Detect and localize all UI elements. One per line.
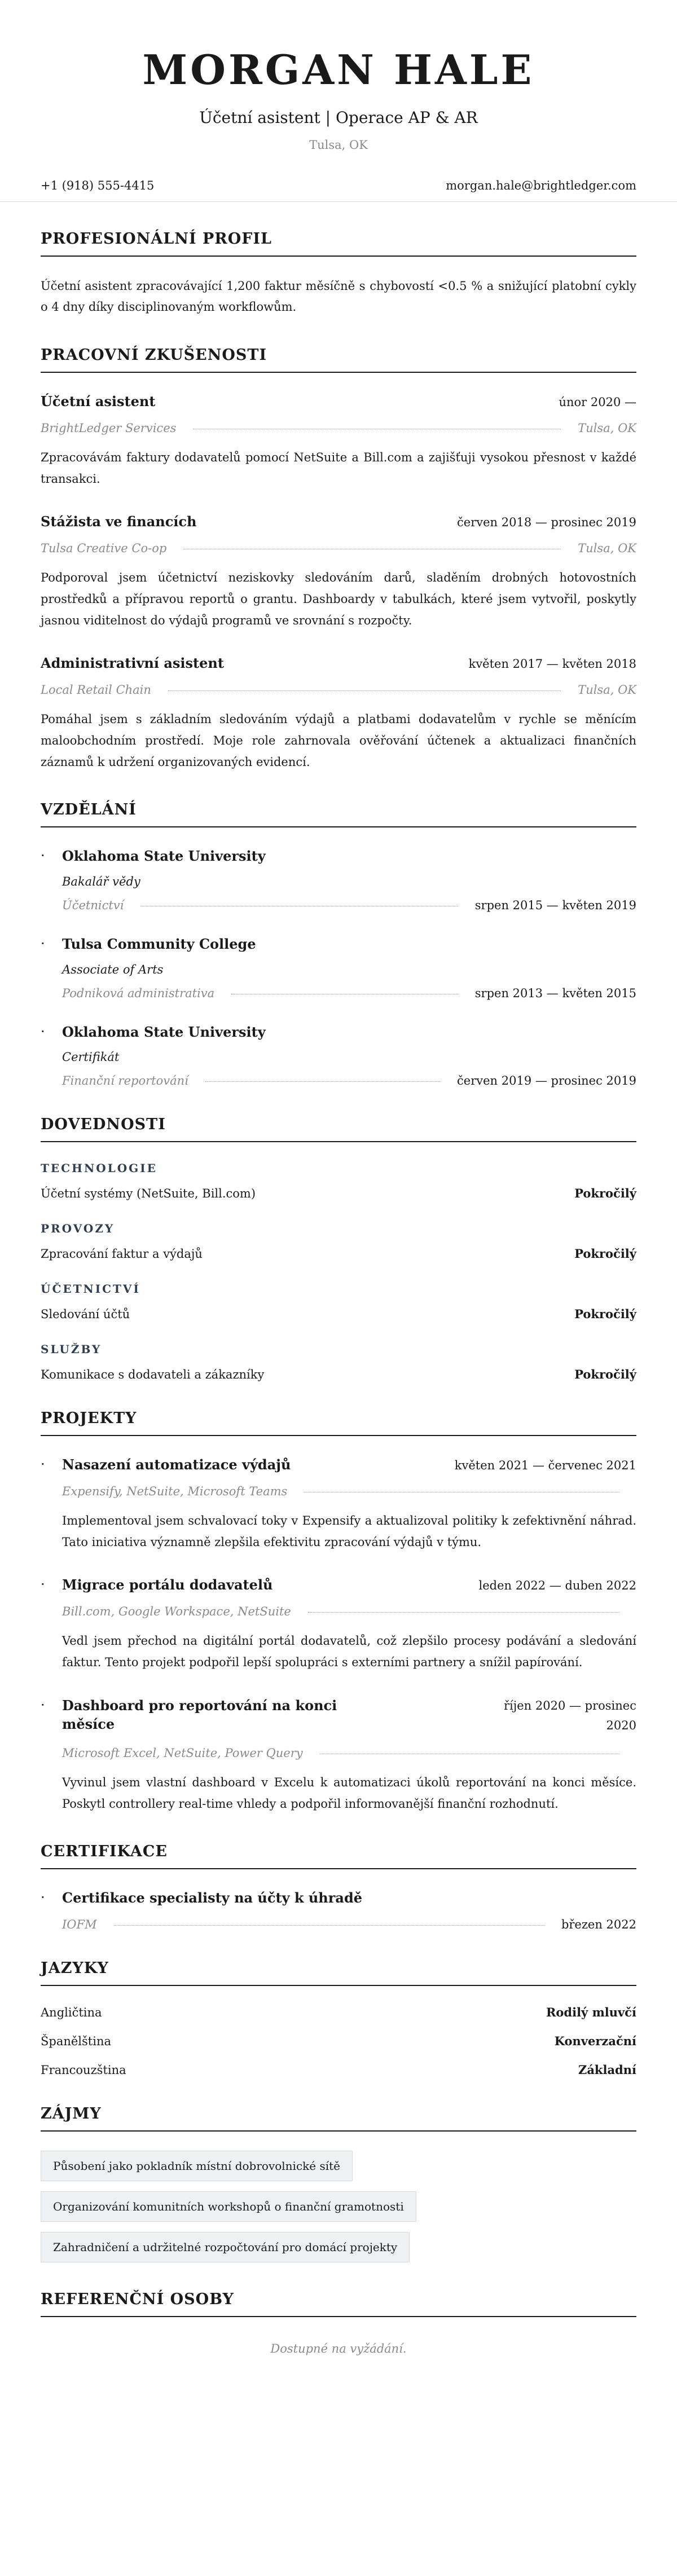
section-heading-certifications: CERTIFIKACE — [41, 1843, 636, 1869]
interest-chip: Působení jako pokladník místní dobrovolnické sítě — [41, 2151, 353, 2181]
bullet-icon: · — [41, 935, 45, 952]
school-name: Tulsa Community College — [62, 935, 256, 952]
skill-name: Zpracování faktur a výdajů — [41, 1247, 203, 1261]
skill-category: SLUŽBY — [41, 1342, 102, 1357]
degree: Bakalář vědy — [62, 874, 140, 888]
resume-header — [41, 46, 636, 202]
job-description: Podporoval jsem účetnictví neziskovky sledováním darů, sladěním drobných hotovostních prostředků a přípravou reportů o grantu. Dashboardy v tabulkách, které jsem vytvořil, poskytly jasnou viditelnost do výdajů programů ve srovnání s rozpočty. — [41, 570, 636, 627]
skill-level: Pokročilý — [574, 1307, 636, 1322]
project-title: Nasazení automatizace výdajů — [62, 1456, 291, 1473]
section-heading-languages: JAZYKY — [41, 1959, 636, 1986]
section-heading-references: REFERENČNÍ OSOBY — [41, 2291, 636, 2317]
bullet-icon: · — [41, 1697, 45, 1713]
section-certifications — [41, 1843, 636, 1931]
education-entry — [41, 1023, 636, 1088]
profile-text: Účetní asistent zpracovávající 1,200 faktur měsíčně s chybovostí <0.5 % a snižující platobní cykly o 4 dny díky disciplinovaným workflowům. — [41, 279, 636, 314]
candidate-name: MORGAN HALE — [142, 46, 535, 94]
project-stack: Expensify, NetSuite, Microsoft Teams — [62, 1484, 288, 1498]
skill-level: Pokročilý — [574, 1367, 636, 1382]
certification-entry — [41, 1888, 636, 1931]
header-divider — [0, 201, 677, 202]
education-entry — [41, 935, 636, 1000]
section-languages — [41, 1959, 636, 2077]
skill-level: Pokročilý — [574, 1186, 636, 1201]
education-dates: červen 2019 — prosinec 2019 — [457, 1074, 636, 1088]
phone-number: +1 (918) 555-4415 — [41, 178, 155, 192]
field-of-study: Finanční reportování — [62, 1074, 188, 1088]
section-references — [41, 2291, 636, 2355]
candidate-location: Tulsa, OK — [309, 138, 368, 152]
bullet-icon: · — [41, 1577, 45, 1593]
contact-row — [41, 179, 636, 192]
skill-row — [41, 1307, 636, 1321]
skill-row — [41, 1247, 636, 1261]
skill-name: Komunikace s dodavateli a zákazníky — [41, 1368, 265, 1382]
skill-name: Účetní systémy (NetSuite, Bill.com) — [41, 1187, 256, 1201]
project-stack: Microsoft Excel, NetSuite, Power Query — [62, 1746, 303, 1760]
section-profile — [41, 230, 636, 319]
degree: Associate of Arts — [62, 962, 164, 976]
language-level: Konverzační — [554, 2034, 636, 2049]
project-entry — [41, 1455, 636, 1553]
section-heading-education: VZDĚLÁNÍ — [41, 801, 636, 827]
skill-row — [41, 1186, 636, 1200]
job-entry — [41, 392, 636, 490]
section-heading-skills: DOVEDNOSTI — [41, 1116, 636, 1142]
job-dates: únor 2020 — — [559, 395, 636, 409]
language-name: Angličtina — [41, 2006, 102, 2020]
interest-chip: Organizování komunitních workshopů o finanční gramotnosti — [41, 2191, 416, 2222]
email-address: morgan.hale@brightledger.com — [446, 178, 636, 192]
candidate-title: Účetní asistent | Operace AP & AR — [199, 108, 478, 127]
section-heading-experience: PRACOVNÍ ZKUŠENOSTI — [41, 346, 636, 373]
section-heading-profile: PROFESIONÁLNÍ PROFIL — [41, 230, 636, 257]
section-heading-interests: ZÁJMY — [41, 2105, 636, 2132]
project-entry — [41, 1696, 636, 1815]
education-dates: srpen 2015 — květen 2019 — [474, 898, 636, 912]
language-level: Základní — [578, 2063, 636, 2077]
job-dates: červen 2018 — prosinec 2019 — [457, 516, 636, 530]
project-entry — [41, 1575, 636, 1673]
job-title: Administrativní asistent — [41, 655, 224, 672]
certification-issuer: IOFM — [62, 1918, 97, 1932]
job-company: BrightLedger Services — [41, 421, 177, 435]
language-name: Španělština — [41, 2035, 111, 2049]
language-level: Rodilý mluvčí — [546, 2005, 636, 2020]
project-dates: leden 2022 — duben 2022 — [478, 1579, 636, 1593]
bullet-icon: · — [41, 1023, 45, 1040]
bullet-icon: · — [41, 1456, 45, 1473]
project-dates: říjen 2020 — prosinec 2020 — [503, 1698, 636, 1733]
skill-category: ÚČETNICTVÍ — [41, 1282, 140, 1296]
project-stack: Bill.com, Google Workspace, NetSuite — [62, 1604, 291, 1618]
job-company: Local Retail Chain — [41, 682, 151, 697]
dotted-leader — [114, 1925, 544, 1926]
project-description: Implementoval jsem schvalovací toky v Expensify a aktualizoval politiky k zefektivnění náhrad. Tato iniciativa významně zlepšila efektivitu zpracování výdajů v týmu. — [62, 1513, 636, 1549]
section-skills — [41, 1116, 636, 1381]
skill-level: Pokročilý — [574, 1247, 636, 1261]
job-title: Stážista ve financích — [41, 513, 197, 530]
section-heading-projects: PROJEKTY — [41, 1410, 636, 1436]
language-name: Francouzština — [41, 2063, 126, 2077]
certification-title: Certifikace specialisty na účty k úhradě — [62, 1890, 362, 1906]
interest-chip: Zahradničení a udržitelné rozpočtování pro domácí projekty — [41, 2232, 410, 2262]
bullet-icon: · — [41, 848, 45, 864]
job-title: Účetní asistent — [41, 393, 156, 410]
education-entry — [41, 847, 636, 912]
skill-category: TECHNOLOGIE — [41, 1161, 157, 1175]
school-name: Oklahoma State University — [62, 848, 266, 865]
bullet-icon: · — [41, 1890, 45, 1906]
job-company: Tulsa Creative Co-op — [41, 541, 167, 555]
job-location: Tulsa, OK — [578, 541, 636, 555]
certification-date: březen 2022 — [561, 1918, 636, 1932]
section-projects — [41, 1410, 636, 1815]
project-dates: květen 2021 — červenec 2021 — [454, 1459, 636, 1473]
references-note: Dostupné na vyžádání. — [270, 2342, 407, 2356]
section-interests — [41, 2105, 636, 2262]
section-education — [41, 801, 636, 1087]
school-name: Oklahoma State University — [62, 1023, 266, 1040]
job-location: Tulsa, OK — [578, 682, 636, 697]
dotted-leader — [308, 1612, 619, 1613]
degree: Certifikát — [62, 1050, 120, 1064]
job-dates: květen 2017 — květen 2018 — [468, 657, 636, 671]
job-description: Zpracovávám faktury dodavatelů pomocí NetSuite a Bill.com a zajišťuji vysokou přesnost v každé transakci. — [41, 450, 636, 486]
education-dates: srpen 2013 — květen 2015 — [474, 986, 636, 1000]
skill-row — [41, 1367, 636, 1381]
project-description: Vedl jsem přechod na digitální portál dodavatelů, což zlepšilo procesy podávání a sledování faktur. Tento projekt podpořil lepší spolupráci s externími partnery a snížil papírování. — [62, 1633, 636, 1669]
project-title: Dashboard pro reportování na konci měsíce — [62, 1697, 337, 1733]
project-title: Migrace portálu dodavatelů — [62, 1577, 273, 1593]
language-row — [41, 2063, 636, 2077]
job-entry — [41, 512, 636, 631]
dotted-leader — [205, 1081, 440, 1082]
field-of-study: Účetnictví — [62, 898, 124, 912]
job-location: Tulsa, OK — [578, 421, 636, 435]
field-of-study: Podniková administrativa — [62, 986, 215, 1000]
job-entry — [41, 654, 636, 773]
job-description: Pomáhal jsem s základním sledováním výdajů a platbami dodavatelům v rychle se měnícím maloobchodním prostředí. Moje role zahrnovala ověřování účtenek a aktualizaci finančních záznamů k udržení organizovaných evidencí. — [41, 712, 636, 769]
language-row — [41, 2005, 636, 2019]
section-experience — [41, 346, 636, 773]
dotted-leader — [168, 690, 561, 691]
language-row — [41, 2034, 636, 2048]
skill-category: PROVOZY — [41, 1222, 115, 1236]
skill-name: Sledování účtů — [41, 1307, 130, 1322]
project-description: Vyvinul jsem vlastní dashboard v Excelu k automatizaci úkolů reportování na konci měsíce. Poskytl controllery real-time vhledy a podpořil informovanější finanční rozhodnutí. — [62, 1775, 636, 1811]
